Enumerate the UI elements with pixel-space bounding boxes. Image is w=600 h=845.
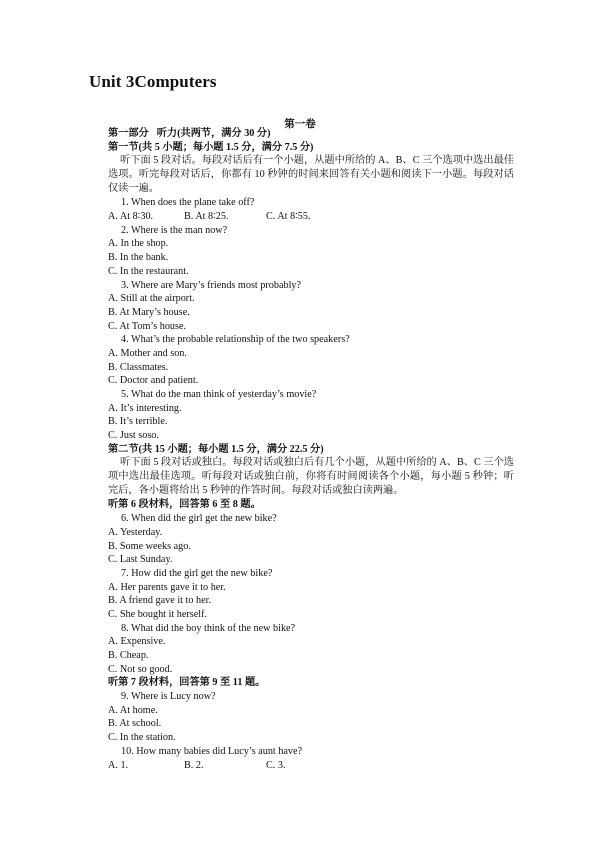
section-instructions: 听下面 5 段对话。每段对话后有一个小题，从题中所给的 A、B、C 三个选项中选出最佳选项。听完每段对话后，你都有 10 秒钟的时间来回答有关小题和阅读下一小题。每段对话仅读一遍。 bbox=[108, 155, 514, 195]
option-b: B. It’s terrible. bbox=[108, 416, 168, 428]
option-c: C. Last Sunday. bbox=[108, 554, 173, 566]
material-heading: 听第 7 段材料，回答第 9 至 11 题。 bbox=[108, 677, 266, 689]
option-a: A. At home. bbox=[108, 704, 158, 716]
option-a: A. Yesterday. bbox=[108, 526, 163, 538]
question-stem: 1. When does the plane take off? bbox=[121, 197, 255, 209]
part-desc: 听力(共两节，满分 30 分) bbox=[156, 128, 271, 139]
page-title: Unit 3Computers bbox=[89, 72, 217, 91]
volume-heading: 第一卷 bbox=[284, 119, 316, 130]
option-b: B. In the bank. bbox=[108, 252, 169, 264]
option-b: B. Some weeks ago. bbox=[108, 540, 191, 552]
option-c: C. At Tom’s house. bbox=[108, 320, 187, 332]
option-b: B. At 8∶25. bbox=[184, 211, 229, 223]
question-stem: 6. When did the girl get the new bike? bbox=[121, 513, 277, 525]
option-a: A. Her parents gave it to her. bbox=[108, 581, 226, 593]
option-c: C. She bought it herself. bbox=[108, 608, 208, 620]
question-stem: 7. How did the girl get the new bike? bbox=[121, 567, 273, 579]
question-stem: 8. What did the boy think of the new bike? bbox=[121, 622, 296, 634]
document-body bbox=[108, 127, 514, 772]
option-c: C. In the restaurant. bbox=[108, 265, 189, 277]
material-heading: 听第 6 段材料，回答第 6 至 8 题。 bbox=[108, 499, 261, 511]
option-c: C. Not so good. bbox=[108, 663, 173, 675]
option-b: B. At school. bbox=[108, 718, 162, 730]
option-c: C. 3. bbox=[266, 759, 286, 771]
question-stem: 3. Where are Mary’s friends most probably? bbox=[121, 279, 302, 291]
question-stem: 10. How many babies did Lucy’s aunt have? bbox=[121, 745, 303, 757]
part-label: 第一部分 bbox=[108, 128, 149, 139]
option-a: A. At 8∶30. bbox=[108, 211, 154, 223]
question-stem: 4. What’s the probable relationship of the two speakers? bbox=[121, 334, 350, 346]
option-b: B. A friend gave it to her. bbox=[108, 595, 211, 607]
section-instructions: 听下面 5 段对话或独白。每段对话或独白后有几个小题，从题中所给的 A、B、C 三个选项中选出最佳选项。听每段对话或独白前，你将有时间阅读各个小题，每小题 5 秒钟；听完后，各小题将给出 5 秒钟的作答时间。每段对话或独白读两遍。 bbox=[108, 457, 514, 497]
option-a: A. Expensive. bbox=[108, 636, 166, 648]
question-stem: 2. Where is the man now? bbox=[121, 224, 228, 236]
part-header bbox=[108, 127, 514, 141]
question-stem: 5. What do the man think of yesterday’s movie? bbox=[121, 389, 317, 400]
option-a: A. In the shop. bbox=[108, 238, 169, 250]
option-a: A. Mother and son. bbox=[108, 347, 187, 359]
option-a: A. 1. bbox=[108, 759, 129, 771]
section-header: 第一节(共 5 小题；每小题 1.5 分，满分 7.5 分) bbox=[108, 141, 314, 153]
option-c: C. At 8∶55. bbox=[266, 211, 311, 223]
section-header: 第二节(共 15 小题；每小题 1.5 分，满分 22.5 分) bbox=[108, 443, 324, 455]
question-stem: 9. Where is Lucy now? bbox=[121, 691, 216, 703]
option-b: B. At Mary’s house. bbox=[108, 306, 190, 318]
option-b: B. Classmates. bbox=[108, 361, 169, 373]
option-b: B. 2. bbox=[184, 759, 204, 771]
option-row bbox=[108, 759, 514, 773]
option-a: A. It’s interesting. bbox=[108, 402, 182, 414]
option-a: A. Still at the airport. bbox=[108, 293, 195, 305]
option-c: C. Doctor and patient. bbox=[108, 375, 199, 387]
option-row bbox=[108, 210, 514, 224]
option-c: C. Just soso. bbox=[108, 430, 159, 442]
option-b: B. Cheap. bbox=[108, 650, 149, 661]
option-c: C. In the station. bbox=[108, 732, 176, 744]
